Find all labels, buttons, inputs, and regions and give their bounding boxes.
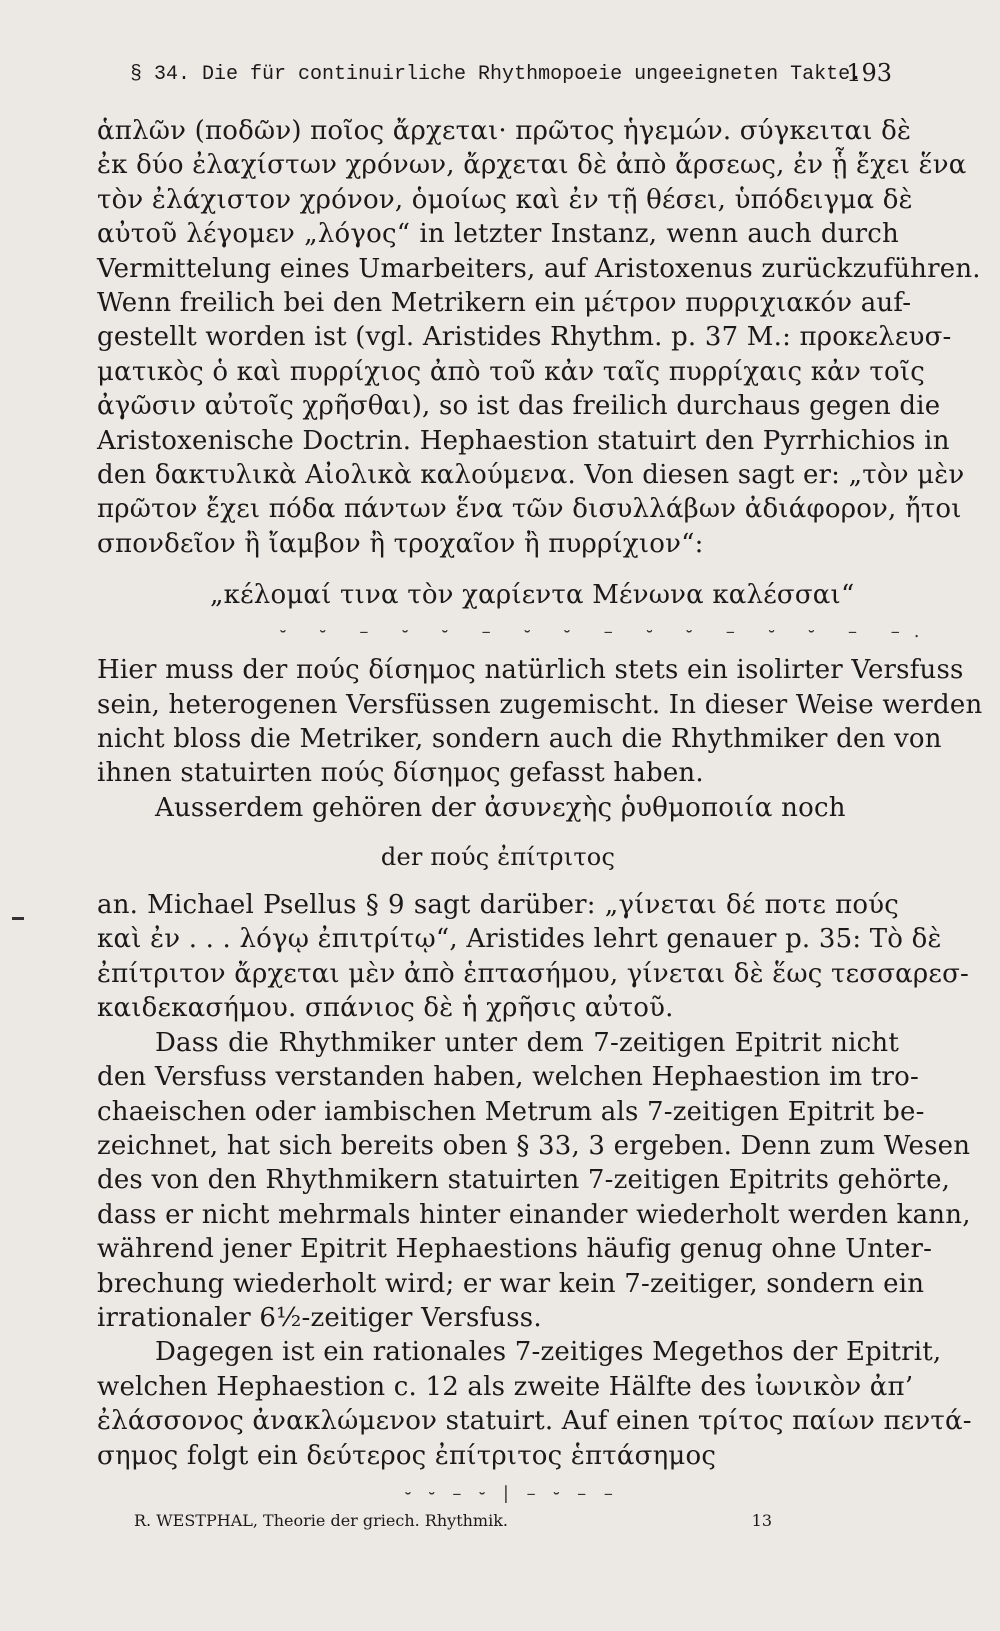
text-line: gestellt worden ist (vgl. Aristides Rhythm. p. 37 M.: προκελευσ- xyxy=(97,322,952,352)
text-line: während jener Epitrit Hephaestions häufig genug ohne Unter- xyxy=(97,1234,933,1264)
text-line: ἐπίτριτον ἄρχεται μὲν ἀπὸ ἑπτασήμου, γίνεται δὲ ἕως τεσσαρεσ- xyxy=(97,959,970,989)
verse-quote: „κέλομαί τινα τὸν χαρίεντα Μένωνα καλέσσαι“ xyxy=(210,580,855,610)
text-line: καιδεκασήμου. σπάνιος δὲ ἡ χρῆσις αὐτοῦ. xyxy=(97,993,674,1023)
text-line: σημος folgt ein δεύτερος ἐπίτριτος ἑπτάσημος xyxy=(97,1441,717,1471)
text-line: Ausserdem gehören der ἀσυνεχὴς ῥυθμοποιία noch xyxy=(155,793,846,823)
text-line: an. Michael Psellus § 9 sagt darüber: „γίνεται δέ ποτε πούς xyxy=(97,890,899,920)
footer-signature: R. WESTPHAL, Theorie der griech. Rhythmik. xyxy=(134,1511,508,1530)
text-line: irrationaler 6½-zeitiger Versfuss. xyxy=(97,1303,542,1333)
text-line: Wenn freilich bei den Metrikern ein μέτρον πυρριχιακόν auf- xyxy=(97,288,912,318)
text-line: Dass die Rhythmiker unter dem 7-zeitigen Epitrit nicht xyxy=(155,1028,899,1058)
text-line: ἁπλῶν (ποδῶν) ποῖος ἄρχεται· πρῶτος ἡγεμών. σύγκειται δὲ xyxy=(97,116,912,146)
text-line: Hier muss der πούς δίσημος natürlich stets ein isolirter Versfuss xyxy=(97,655,964,685)
subheading: der πούς ἐπίτριτος xyxy=(380,843,616,871)
text-line: nicht bloss die Metriker, sondern auch die Rhythmiker den von xyxy=(97,724,942,754)
text-line: τὸν ἐλάχιστον χρόνον, ὁμοίως καὶ ἐν τῇ θέσει, ὑπόδειγμα δὲ xyxy=(97,185,913,215)
meter-scheme: ⏑ ⏑ – ⏑ | – ⏑ – – xyxy=(405,1483,619,1504)
meter-scheme: ⏑ ⏑ – ⏑ ⏑ – ⏑ ⏑ – ⏑ ⏑ – ⏑ ⏑ – –. xyxy=(280,621,934,642)
signature-number: 13 xyxy=(751,1511,772,1530)
page-number: 193 xyxy=(846,59,892,87)
section-title: § 34. Die für continuirliche Rhythmopoeie ungeeigneten Takte. xyxy=(130,63,863,86)
text-line: καὶ ἐν . . . λόγῳ ἐπιτρίτῳ“, Aristides lehrt genauer p. 35: Τὸ δὲ xyxy=(97,924,942,954)
text-line: ἐλάσσονος ἀνακλώμενον statuirt. Auf einen τρίτος παίων πεντά- xyxy=(97,1406,972,1436)
text-line: ματικὸς ὁ καὶ πυρρίχιος ἀπὸ τοῦ κἀν ταῖς πυρρίχαις κἀν τοῖς xyxy=(97,357,926,387)
text-line: welchen Hephaestion c. 12 als zweite Hälfte des ἰωνικὸν ἀπ’ xyxy=(97,1372,914,1402)
text-line: den Versfuss verstanden haben, welchen Hephaestion im tro- xyxy=(97,1062,919,1092)
text-line: ἐκ δύο ἐλαχίστων χρόνων, ἄρχεται δὲ ἀπὸ ἄρσεως, ἐν ᾗ ἔχει ἕνα xyxy=(97,150,967,180)
text-line: ἀγῶσιν αὐτοῖς χρῆσθαι), so ist das freilich durchaus gegen die xyxy=(97,391,941,421)
text-line: sein, heterogenen Versfüssen zugemischt. In dieser Weise werden xyxy=(97,690,983,720)
text-line: chaeischen oder iambischen Metrum als 7-zeitigen Epitrit be- xyxy=(97,1097,925,1127)
text-line: ihnen statuirten πούς δίσημος gefasst haben. xyxy=(97,758,704,788)
text-line: Vermittelung eines Umarbeiters, auf Aristoxenus zurückzuführen. xyxy=(97,254,981,284)
text-line: αὐτοῦ λέγομεν „λόγος“ in letzter Instanz, wenn auch durch xyxy=(97,219,899,249)
text-line: πρῶτον ἔχει πόδα πάντων ἕνα τῶν δισυλλάβων ἀδιάφορον, ἤτοι xyxy=(97,494,962,524)
text-line: des von den Rhythmikern statuirten 7-zeitigen Epitrits gehörte, xyxy=(97,1165,951,1195)
text-line: den δακτυλικὰ Αἰολικὰ καλούμενα. Von diesen sagt er: „τὸν μὲν xyxy=(97,460,965,490)
margin-mark xyxy=(12,917,24,920)
text-line: Dagegen ist ein rationales 7-zeitiges Megethos der Epitrit, xyxy=(155,1337,942,1367)
text-line: zeichnet, hat sich bereits oben § 33, 3 ergeben. Denn zum Wesen xyxy=(97,1131,971,1161)
text-line: σπονδεῖον ἢ ἴαμβον ἢ τροχαῖον ἢ πυρρίχιον“: xyxy=(97,529,704,559)
text-line: brechung wiederholt wird; er war kein 7-zeitiger, sondern ein xyxy=(97,1269,925,1299)
text-line: Aristoxenische Doctrin. Hephaestion statuirt den Pyrrhichios in xyxy=(97,426,950,456)
text-line: dass er nicht mehrmals hinter einander wiederholt werden kann, xyxy=(97,1200,971,1230)
